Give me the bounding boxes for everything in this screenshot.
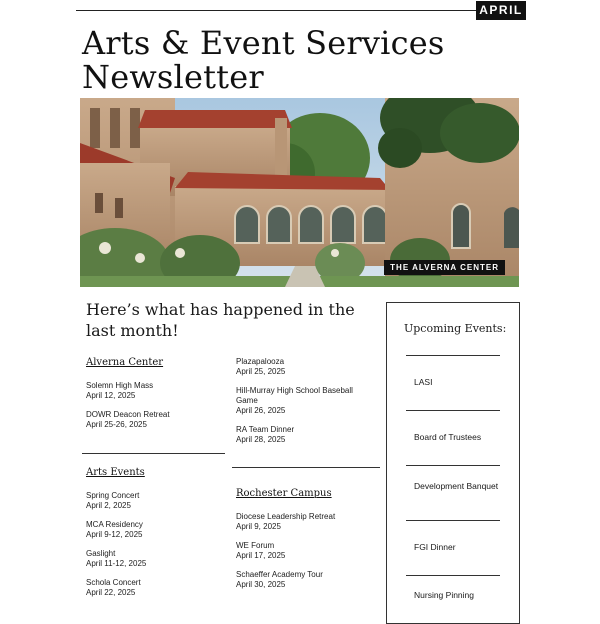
upcoming-item: Development Banquet (414, 481, 499, 491)
title-line-2: Newsletter (82, 58, 264, 96)
event-item (236, 512, 376, 532)
building-illustration (80, 98, 519, 287)
event-date: April 12, 2025 (86, 391, 136, 400)
event-item (86, 549, 226, 569)
event-name: Hill-Murray High School Baseball Game (236, 386, 353, 405)
event-item (236, 357, 376, 377)
event-date: April 11-12, 2025 (86, 559, 147, 568)
newsletter-title (82, 26, 444, 94)
event-name: MCA Residency (86, 520, 143, 529)
upcoming-item: FGI Dinner (414, 542, 456, 552)
event-date: April 25-26, 2025 (86, 420, 147, 429)
recap-heading: Here’s what has happened in the last month! (86, 300, 355, 340)
event-name: Spring Concert (86, 491, 140, 500)
event-item (86, 491, 226, 511)
event-name: Solemn High Mass (86, 381, 154, 390)
event-date: April 30, 2025 (236, 580, 286, 589)
section-divider (82, 453, 225, 454)
month-badge: APRIL (476, 1, 526, 20)
event-item (236, 425, 376, 445)
event-date: April 22, 2025 (86, 588, 136, 597)
event-date: April 28, 2025 (236, 435, 286, 444)
upcoming-divider (406, 355, 500, 356)
event-item (86, 381, 226, 401)
upcoming-events-title: Upcoming Events: (404, 322, 507, 335)
event-date: April 2, 2025 (86, 501, 131, 510)
event-name: Diocese Leadership Retreat (236, 512, 336, 521)
event-name: Gaslight (86, 549, 116, 558)
event-date: April 25, 2025 (236, 367, 286, 376)
event-date: April 26, 2025 (236, 406, 286, 415)
upcoming-divider (406, 465, 500, 466)
event-item (236, 541, 376, 561)
alverna-center-photo (80, 98, 519, 287)
event-name: Plazapalooza (236, 357, 285, 366)
top-rule (76, 10, 526, 11)
section-title-rochester: Rochester Campus (236, 488, 332, 499)
upcoming-item: Nursing Pinning (414, 590, 475, 600)
event-item (236, 386, 366, 416)
event-item (86, 410, 226, 430)
event-item (236, 570, 376, 590)
event-name: Schaeffer Academy Tour (236, 570, 323, 579)
upcoming-divider (406, 410, 500, 411)
title-line-1: Arts & Event Services (82, 24, 445, 62)
section-title-alverna: Alverna Center (86, 357, 164, 368)
upcoming-item: LASI (414, 377, 433, 387)
event-date: April 17, 2025 (236, 551, 286, 560)
event-date: April 9, 2025 (236, 522, 281, 531)
event-name: RA Team Dinner (236, 425, 295, 434)
upcoming-divider (406, 520, 500, 521)
event-name: WE Forum (236, 541, 275, 550)
event-item (86, 520, 226, 540)
event-name: DOWR Deacon Retreat (86, 410, 170, 419)
photo-caption: THE ALVERNA CENTER (384, 260, 505, 275)
upcoming-divider (406, 575, 500, 576)
section-divider (232, 467, 380, 468)
event-item (86, 578, 226, 598)
event-date: April 9-12, 2025 (86, 530, 143, 539)
section-title-arts: Arts Events (86, 467, 145, 478)
event-name: Schola Concert (86, 578, 141, 587)
upcoming-item: Board of Trustees (414, 432, 482, 442)
